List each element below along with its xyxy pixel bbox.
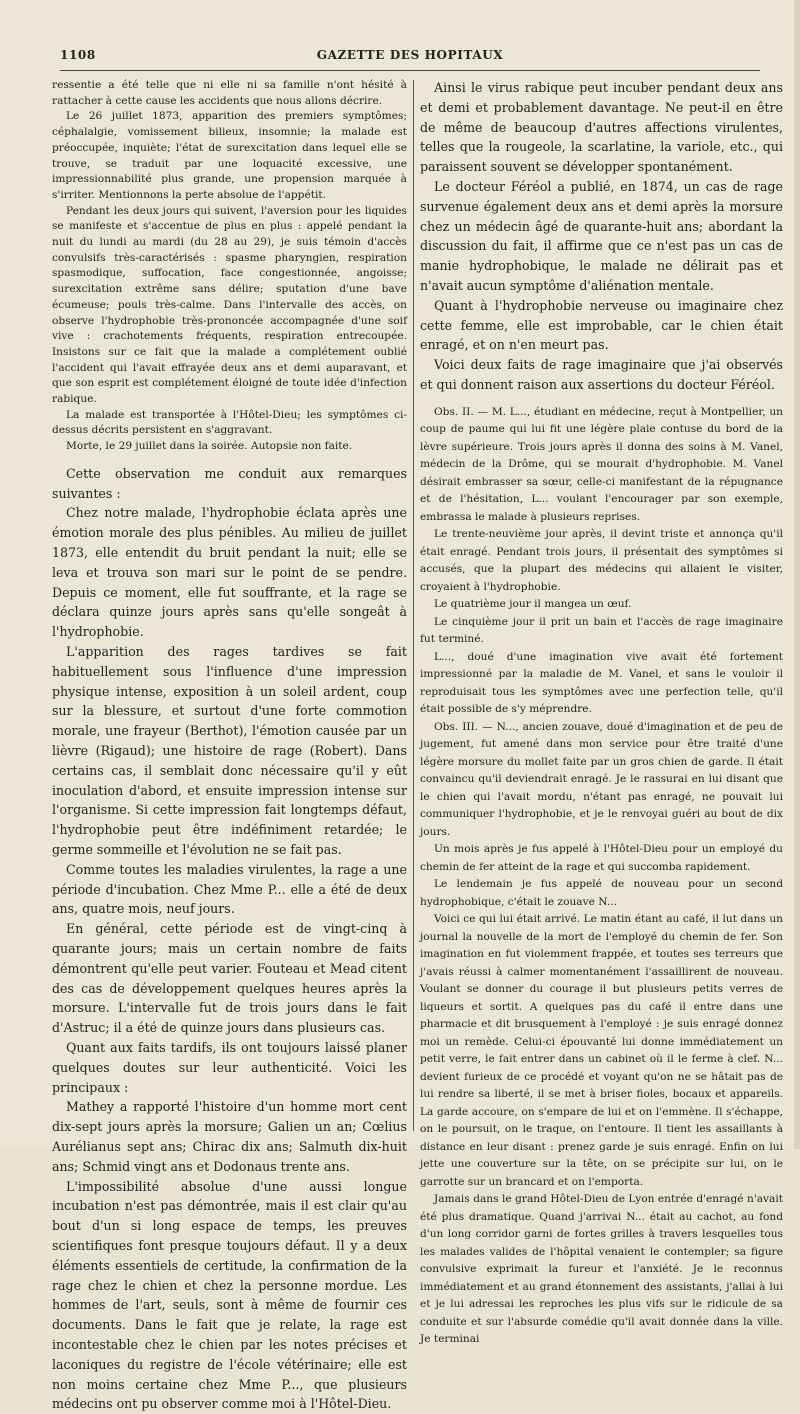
- paragraph: La malade est transportée à l'Hôtel-Dieu; les symptômes ci-dessus décrits persistent en s'aggravant.: [52, 408, 407, 437]
- paragraph: Pendant les deux jours qui suivent, l'aversion pour les liquides se manifeste et s'accentue de plus en plus : appelé pendant la nuit du lundi au mardi (du 28 au 29), je suis témoin d'accès convulsifs très-caractérisés : spasme pharyngien, respiration spasmodique, suffocation, face congestionnée, angoisse; surexcitation extrême sans délire; sputation d'une bave écumeuse; pouls très-calme. Dans l'intervalle des accès, on observe l'hydrophobie très-prononcée accompagnée d'une soif vive : crachotements fréquents, respiration entrecoupée. Insistons sur ce fait que la malade a complétement oublié l'accident qui l'avait effrayée deux ans et demi auparavant, et que son esprit est complétement éloigné de toute idée d'infection rabique.: [52, 204, 407, 406]
- remarks-text: [52, 464, 407, 1414]
- paragraph: Cette observation me conduit aux remarques suivantes :: [52, 465, 407, 501]
- right-column: [420, 78, 783, 1346]
- case-report-text: [52, 78, 407, 455]
- paragraph: L'impossibilité absolue d'une aussi longue incubation n'est pas démontrée, mais il est clair qu'au bout d'un si long espace de temps, les preuves scientifiques font presque toujours défaut. Il y a deux éléments essentiels de certitude, la confirmation de la rage chez le chien et chez la personne mordue. Les hommes de l'art, seuls, sont à même de fournir ces documents. Dans le fait que je relate, la rage est incontestable chez le chien par les notes précises et laconiques du registre de l'école vétérinaire; elle est non moins certaine chez Mme P..., que plusieurs médecins ont pu observer comme moi à l'Hôtel-Dieu.: [52, 1178, 407, 1412]
- paragraph: En général, cette période est de vingt-cinq à quarante jours; mais un certain nombre de faits démontrent qu'elle peut varier. Fouteau et Mead citent des cas de développement quelques heures après la morsure. L'intervalle fut de trois jours dans le fait d'Astruc; il a été de quinze jours dans plusieurs cas.: [52, 921, 407, 1036]
- paragraph: Voici deux faits de rage imaginaire que j'ai observés et qui donnent raison aux assertions du docteur Féréol.: [420, 357, 783, 392]
- paragraph: L..., doué d'une imagination vive avait été fortement impressionné par la maladie de M. Vanel, et sans le vouloir il reproduisait tous les symptômes avec une perfection telle, qu'il était possible de s'y méprendre.: [420, 650, 783, 716]
- paragraph: Un mois après je fus appelé à l'Hôtel-Dieu pour un employé du chemin de fer atteint de la rage et qui succomba rapidement.: [420, 843, 783, 873]
- paragraph: Chez notre malade, l'hydrophobie éclata après une émotion morale des plus pénibles. Au milieu de juillet 1873, elle entendit du bruit pendant la nuit; elle se leva et trouva son mari sur le point de se pendre. Depuis ce moment, elle fut souffrante, et la rage se déclara quinze jours après sans qu'elle songeât à l'hydrophobie.: [52, 505, 407, 640]
- paragraph: ressentie a été telle que ni elle ni sa famille n'ont hésité à rattacher à cette cause les accidents que nous allons décrire.: [52, 79, 407, 107]
- paragraph: Morte, le 29 juillet dans la soirée. Autopsie non faite.: [66, 440, 353, 453]
- column-divider: [413, 80, 414, 1131]
- observations-text: [420, 404, 783, 1349]
- paragraph: Obs. III. — N..., ancien zouave, doué d'imagination et de peu de jugement, fut amené dans mon service pour être traité d'une légère morsure du mollet faite par un gros chien de garde. Il était convaincu qu'il deviendrait enragé. Je le rassurai en lui disant que le chien qui l'avait mordu, n'étant pas enragé, ne pouvait lui communiquer l'hydrophobie, et je le renvoyai guéri au bout de dix jours.: [420, 720, 783, 838]
- journal-title: GAZETTE DES HOPITAUX: [316, 48, 504, 62]
- paragraph: Quant à l'hydrophobie nerveuse ou imaginaire chez cette femme, elle est improbable, car le chien était enragé, et on n'en meurt pas.: [420, 297, 783, 353]
- left-column: [52, 78, 407, 1412]
- page-header: [60, 44, 760, 71]
- paragraph: Mathey a rapporté l'histoire d'un homme mort cent dix-sept jours après la morsure; Galien un an; Cœlius Aurélianus sept ans; Chirac dix ans; Salmuth dix-huit ans; Schmid vingt ans et Dodonaus trente ans.: [52, 1099, 407, 1174]
- paragraph: Ainsi le virus rabique peut incuber pendant deux ans et demi et probablement davantage. Ne peut-il en être de même de beaucoup d'autres affections virulentes, telles que la rougeole, la scarlatine, la variole, etc., qui paraissent souvent se développer spontanément.: [420, 80, 783, 175]
- paragraph: Jamais dans le grand Hôtel-Dieu de Lyon entrée d'enragé n'avait été plus dramatique. Quand j'arrivai N... était au cachot, au fond d'un long corridor garni de fortes grilles à travers lesquelles tous les malades valides de l'hôpital venaient le contempler; sa figure convulsive exprimait la fureur et l'anxiété. Je le reconnus immédiatement et au grand étonnement des assistants, j'allai à lui et je lui adressai les reproches les plus vifs sur le ridicule de sa conduite et sur l'absurde comédie qu'il avait donnée dans la ville. Je terminai: [420, 1193, 783, 1346]
- paragraph: Comme toutes les maladies virulentes, la rage a une période d'incubation. Chez Mme P... elle a été de deux ans, quatre mois, neuf jours.: [52, 861, 407, 917]
- discussion-text: [420, 78, 783, 395]
- paragraph: Le quatrième jour il mangea un œuf.: [434, 598, 632, 611]
- paragraph: Le cinquième jour il prit un bain et l'accès de rage imaginaire fut terminé.: [420, 615, 783, 646]
- paragraph: Le docteur Féréol a publié, en 1874, un cas de rage survenue également deux ans et demi après la morsure chez un médecin âgé de quarante-huit ans; abordant la discussion du fait, il affirme que ce n'est pas un cas de manie hydrophobique, le malade ne délirait pas et n'avait aucun symptôme d'aliénation mentale.: [420, 178, 783, 293]
- paragraph: L'apparition des rages tardives se fait habituellement sous l'influence d'une impression physique intense, exposition à un soleil ardent, coup sur la blessure, et surtout d'une forte commotion morale, une frayeur (Berthot), l'émotion causée par un lièvre (Rigaud); une histoire de rage (Robert). Dans certains cas, il semblait donc nécessaire qu'il y eût inoculation d'abord, et ensuite impression intense sur l'organisme. Si cette impression fait longtemps défaut, l'hydrophobie peut être indéfiniment retardée; le germe sommeille et l'évolution ne se fait pas.: [52, 644, 407, 858]
- paragraph: Quant aux faits tardifs, ils ont toujours laissé planer quelques doutes sur leur authenticité. Voici les principaux :: [52, 1039, 407, 1095]
- paragraph: Le lendemain je fus appelé de nouveau pour un second hydrophobique, c'était le zouave N...: [420, 878, 783, 908]
- paragraph: Le 26 juillet 1873, apparition des premiers symptômes; céphalalgie, vomissement bilieux, insomnie; la malade est préoccupée, inquiète; l'état de surexcitation dans lequel elle se trouve, se traduit par une loquacité excessive, une impressionnabilité plus grande, une propension marquée à s'irriter. Mentionnons la perte absolue de l'appétit.: [52, 110, 407, 201]
- paragraph: Voici ce qui lui était arrivé. Le matin étant au café, il lut dans un journal la nouvelle de la mort de l'employé du chemin de fer. Son imagination en fut violemment frappée, et toutes ses terreurs que j'avais réussi à calmer momentanément l'assaillirent de nouveau. Voulant se donner du courage il but plusieurs petits verres de liqueurs et sortit. A quelques pas du café il entre dans une pharmacie et dit brusquement à l'employé : je suis enragé donnez moi un remède. Celui-ci épouvanté lui donne immédiatement un petit verre, le fait entrer dans un cabinet où il le ferme à clef. N... devient furieux de ce procédé et voyant qu'on ne se hâtait pas de lui rendre sa liberté, il se met à briser fioles, bocaux et appareils. La garde accoure, on s'empare de lui et on l'emmène. Il s'échappe, on le poursuit, on le traque, on l'entoure. Il tient les assaillants à distance en leur disant : prenez garde je suis enragé. Enfin on lui jette une couverture sur la tête, on se précipite sur lui, on le garrotte sur un brancard et on l'emporta.: [420, 913, 783, 1188]
- page-number: 1108: [60, 48, 96, 62]
- page-edge: [794, 0, 800, 1149]
- paragraph: Obs. II. — M. L..., étudiant en médecine, reçut à Montpellier, un coup de paume qui lui fit une légère plaie contuse du bord de la lèvre supérieure. Trois jours après il donna des soins à M. Vanel, médecin de la Drôme, qui se mourait d'hydrophobie. M. Vanel désirait embrasser sa sœur, celle-ci manifestant de la répugnance et de l'hésitation, L... voulant l'encourager par son exemple, embrassa le malade à plusieurs reprises.: [420, 405, 783, 523]
- paragraph: Le trente-neuvième jour après, il devint triste et annonça qu'il était enragé. Pendant trois jours, il présentait des symptômes si accusés, que la plupart des médecins qui allaient le visiter, croyaient à l'hydrophobie.: [420, 528, 783, 593]
